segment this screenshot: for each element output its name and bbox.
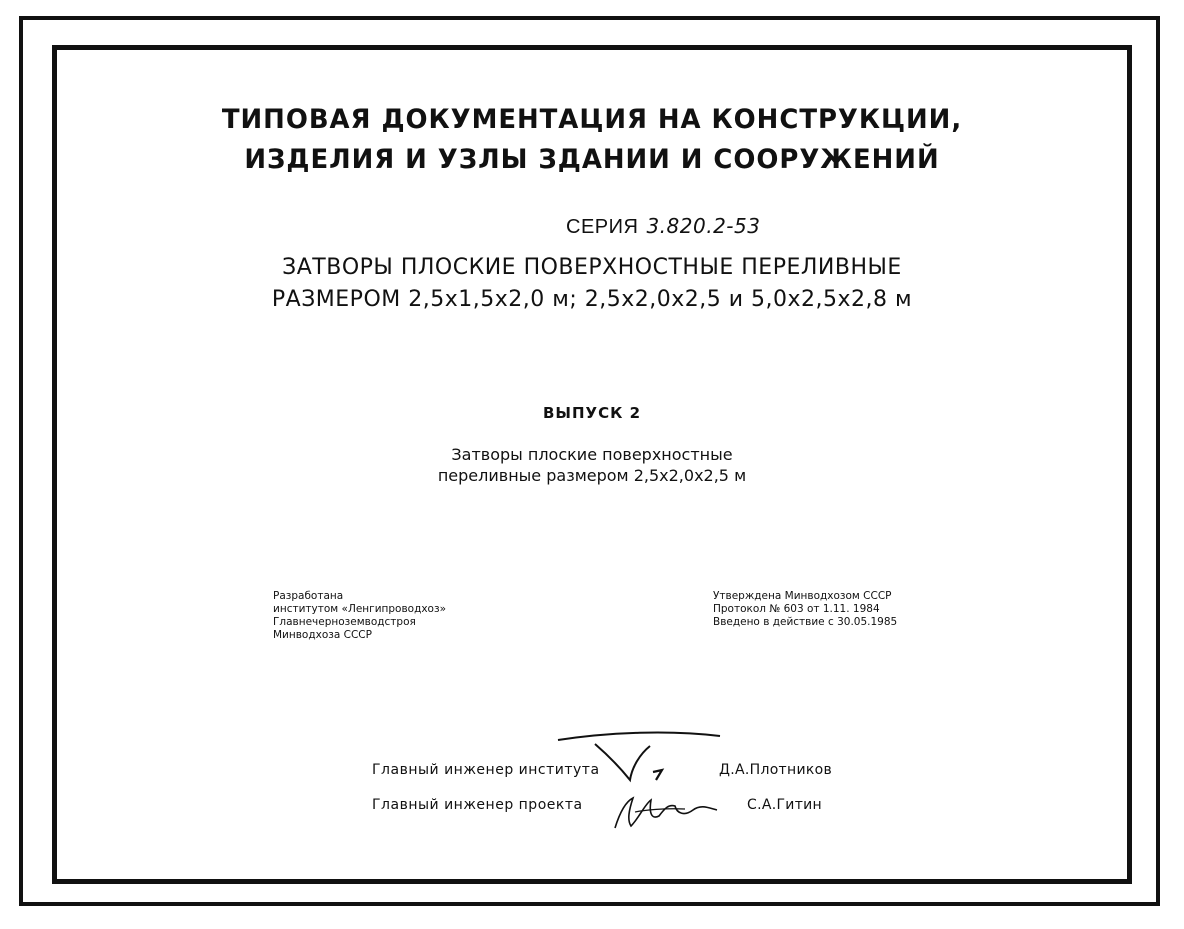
document-title-line-1: ТИПОВАЯ ДОКУМЕНТАЦИЯ НА КОНСТРУКЦИИ, xyxy=(221,104,963,135)
approved-by-block xyxy=(713,590,897,629)
issue-description-line-1: Затворы плоские поверхностные xyxy=(451,445,733,464)
subject-line-2: РАЗМЕРОМ 2,5x1,5x2,0 м; 2,5x2,0x2,5 и 5,0x2,5x2,8 м xyxy=(271,287,913,312)
approved-by-line: Утверждена Минводхозом СССР xyxy=(713,590,892,602)
signature-mark-2-icon xyxy=(605,790,735,835)
signature-name-2: С.А.Гитин xyxy=(747,797,822,813)
approved-by-line: Протокол № 603 от 1.11. 1984 xyxy=(713,603,880,615)
issue-description-line-2: переливные размером 2,5x2,0x2,5 м xyxy=(437,466,747,485)
developed-by-line: Минводхоза СССР xyxy=(273,629,372,641)
signature-mark-1-icon xyxy=(550,722,730,792)
issue-number: ВЫПУСК 2 xyxy=(542,404,642,422)
series-number: 3.820.2-53 xyxy=(646,214,761,238)
developed-by-line: институтом «Ленгипроводхоз» xyxy=(273,603,446,615)
developed-by-line: Главнечерноземводстроя xyxy=(273,616,416,628)
series-label: СЕРИЯ xyxy=(566,216,639,238)
developed-by-line: Разработана xyxy=(273,590,344,602)
signature-role-1: Главный инженер института xyxy=(372,762,600,778)
document-title-line-2: ИЗДЕЛИЯ И УЗЛЫ ЗДАНИИ И СООРУЖЕНИЙ xyxy=(244,144,940,175)
approved-by-line: Введено в действие с 30.05.1985 xyxy=(713,616,898,628)
signature-name-1: Д.А.Плотников xyxy=(719,762,833,778)
developed-by-block xyxy=(273,590,446,642)
subject-line-1: ЗАТВОРЫ ПЛОСКИЕ ПОВЕРХНОСТНЫЕ ПЕРЕЛИВНЫЕ xyxy=(282,255,902,280)
signature-role-2: Главный инженер проекта xyxy=(372,797,583,813)
series-designation xyxy=(566,214,760,239)
issue-description xyxy=(0,444,1184,486)
